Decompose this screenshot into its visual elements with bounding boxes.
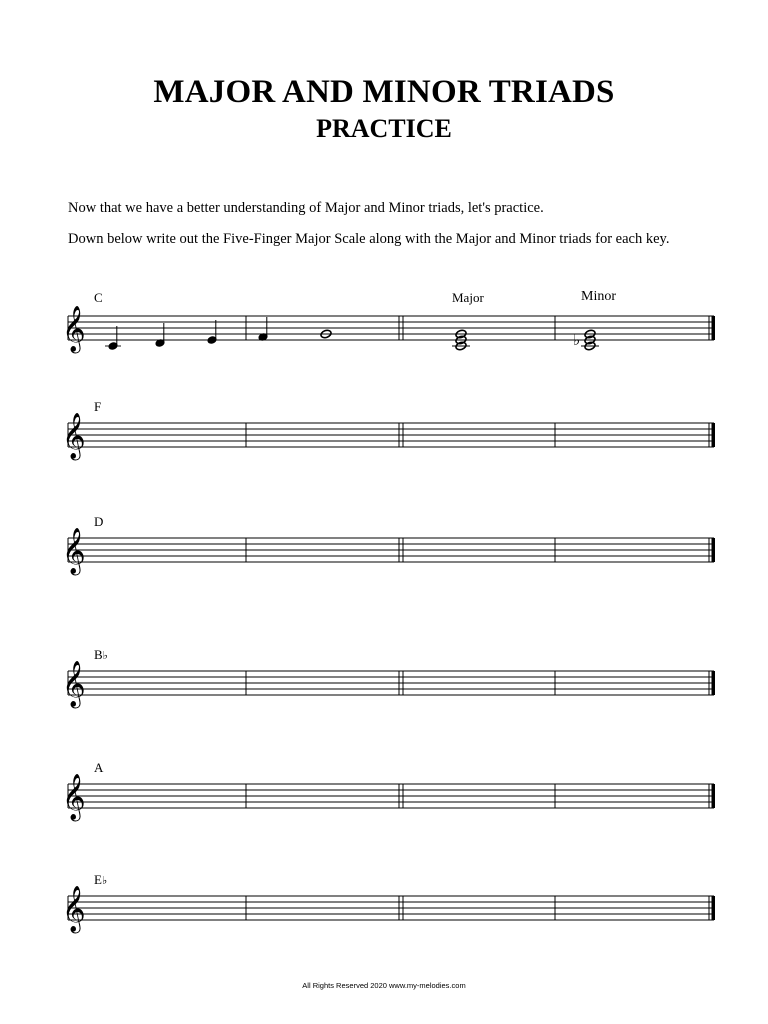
treble-clef-icon: 𝄞 (62, 886, 86, 932)
staff (0, 759, 768, 859)
key-label: D (94, 514, 104, 529)
final-barline-thick (712, 538, 716, 562)
treble-clef-icon: 𝄞 (62, 306, 86, 352)
staff (0, 646, 768, 746)
copyright-footer: All Rights Reserved 2020 www.my-melodies.com (302, 981, 466, 990)
page-subtitle: PRACTICE (316, 114, 452, 143)
staff-system-c (0, 290, 768, 390)
minor-column-label: Minor (581, 289, 616, 304)
staff-system-d (0, 513, 768, 613)
key-label: E♭ (94, 872, 108, 887)
staff-system-e-flat (0, 871, 768, 971)
staff (0, 513, 768, 613)
key-label: B♭ (94, 647, 108, 662)
major-column-label: Major (452, 290, 484, 305)
final-barline-thick (712, 784, 716, 808)
intro-line-1: Now that we have a better understanding of Major and Minor triads, let's practice. (68, 200, 544, 216)
staff (0, 398, 768, 498)
flat-icon: ♭ (573, 331, 581, 349)
key-label: C (94, 290, 103, 305)
final-barline-thick (712, 896, 716, 920)
treble-clef-icon: 𝄞 (62, 413, 86, 459)
staff (0, 871, 768, 971)
key-label: A (94, 760, 104, 775)
intro-line-2: Down below write out the Five-Finger Major Scale along with the Major and Minor triads for each key. (68, 231, 670, 247)
page-title: MAJOR AND MINOR TRIADS (153, 74, 615, 110)
staff (0, 290, 768, 390)
final-barline-thick (712, 423, 716, 447)
final-barline-thick (712, 316, 716, 340)
staff-system-b-flat (0, 646, 768, 746)
key-label: F (94, 399, 102, 414)
treble-clef-icon: 𝄞 (62, 774, 86, 820)
treble-clef-icon: 𝄞 (62, 528, 86, 574)
staff-system-a (0, 759, 768, 859)
final-barline-thick (712, 671, 716, 695)
treble-clef-icon: 𝄞 (62, 661, 86, 707)
staff-system-f (0, 398, 768, 498)
